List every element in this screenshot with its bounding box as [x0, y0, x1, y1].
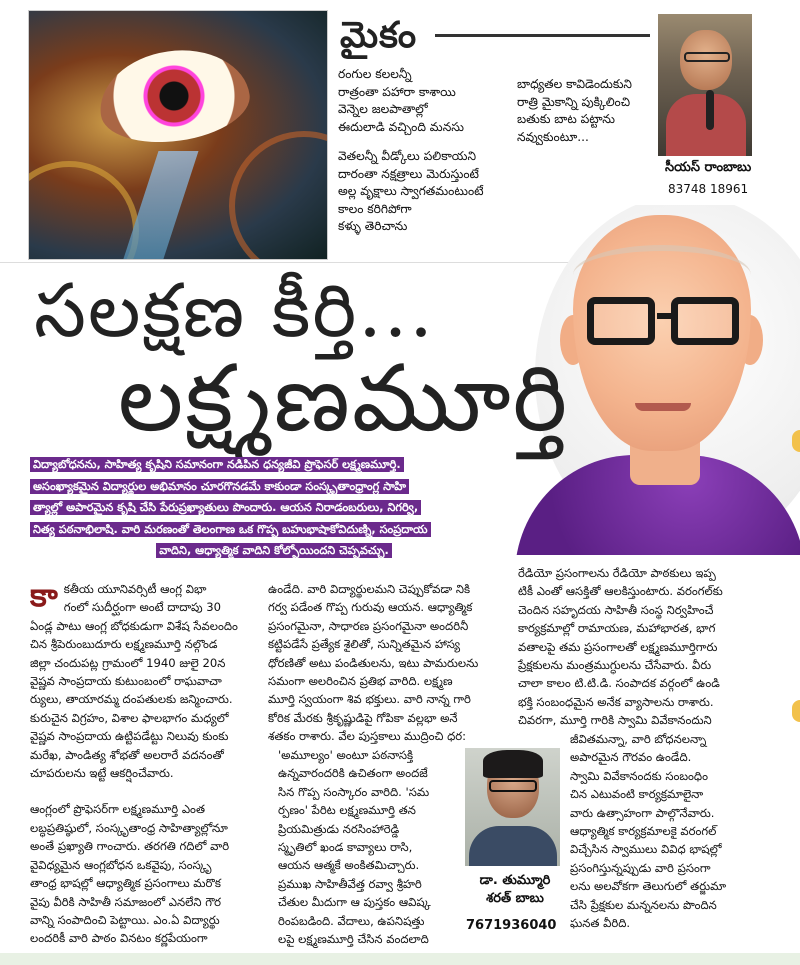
- headline-line-2: లక్ష్మణమూర్తి: [118, 345, 570, 452]
- article-line: వైవిధ్యమైన ఆంగ్లబోధన ఒకవైపు, సంస్కృ: [30, 857, 212, 872]
- article-line: గర్వ పడేంత గొప్ప గురువు ఆయన. ఆధ్యాత్మిక: [268, 600, 473, 615]
- article-line: ఆంగ్లంలో ప్రొఫెసర్‌గా లక్ష్మణమూర్తి ఎంత: [30, 802, 205, 817]
- article-line: కోరిక మేరకు శ్రీకృష్ణుడిపై గోపికా వల్లభా అనే: [268, 710, 458, 725]
- poem-line: వెన్నెల జలపాతాల్లో: [338, 102, 428, 116]
- microphone-icon: [706, 90, 714, 130]
- deck-line: త్యాల్లో అపారమైన కృషి చేసి పేరుప్రఖ్యాతులు పొందారు. ఆయన నిరాడంబరులు, నిగర్వి,: [30, 500, 421, 515]
- article-line: వైపు వీరికి సాహితీ సమాజంలో ఎనలేని గౌర: [30, 894, 221, 909]
- article-column-2: [268, 580, 508, 746]
- article-line: అంతే ప్రఖ్యాతి గాంచారు. తరగతి గదిలో వారి: [30, 839, 230, 854]
- deck-line: అసంఖ్యాకమైన విద్యార్థుల అభిమానం చూరగొనడమే కాకుండా సంస్కృతాంధ్రాంగ్ల సాహి: [30, 479, 409, 494]
- article-line: వతాలపై తమ ప్రసంగాలతో లక్ష్మణమూర్తిగారు: [518, 639, 718, 654]
- article-line: గంలో సుదీర్ఘంగా అంటే దాదాపు 30: [63, 600, 222, 615]
- article-column-2-narrow: [278, 746, 458, 948]
- poem-line: వెతలన్నీ వీడ్కోలు పలికాయని: [338, 149, 477, 163]
- poet-photo: [658, 14, 752, 156]
- poem-line: దారంతా నక్షత్రాలు మెరుస్తుంటే: [338, 166, 479, 181]
- article-line: ఆయన ఆత్మకే అంకితమిచ్చారు.: [278, 858, 420, 873]
- article-line: మరేఖ, పాండిత్య శోభతో అలరారే వదనంతో: [30, 747, 224, 762]
- article-line: ప్రియమిత్రుడు నరసింహారెడ్డి: [278, 821, 400, 836]
- poet-name: సీయస్ రాంబాబు: [665, 160, 752, 175]
- article-line: లపై లక్ష్మణమూర్తి చేసిన వందలాది: [278, 932, 429, 947]
- article-line: కట్టిపడేసే ప్రత్యేక శైలితో, సున్నితమైన హాస్య: [268, 637, 461, 652]
- article-line: ఘనత వీరిది.: [570, 916, 631, 931]
- deck-line: వాదిని, ఆధ్యాత్మిక వాదిని కోల్పోయిందని చెప్పవచ్చు.: [156, 543, 392, 558]
- poem-line: కాలం కరిగిపోగా: [338, 201, 412, 216]
- poem-line: ఈదులాడి వచ్చింది మనసు: [338, 119, 465, 134]
- article-line: 'అమూల్యం' అంటూ పఠనాసక్తి: [278, 748, 414, 762]
- eye-illustration: [93, 41, 254, 151]
- author-name: డా. తుమ్మూరి శరత్ బాబు: [479, 873, 551, 906]
- article-line: వారు ఉత్సాహంగా పాల్గొనేవారు.: [570, 805, 715, 820]
- article-line: శతకం రాశారు. వేల పుస్తకాలు ముద్రించి ధర:: [268, 729, 467, 744]
- headline-line-1: సలక్షణ కీర్తి...: [34, 268, 435, 354]
- poem-line: రంగుల కలలన్నీ: [338, 67, 412, 81]
- article-line: సిన గొప్ప సంస్కారం వారిది. 'సమ: [278, 784, 430, 799]
- article-line: ఉన్నవారందరికి ఉచితంగా అందజే: [278, 766, 428, 781]
- article-line: సమంగా అలరించిన ప్రతిభ వారిది. లక్ష్మణ: [268, 674, 453, 689]
- article-line: ఉండేది. వారి విద్యార్థులమని చెప్పుకోవడా నికి: [268, 582, 471, 596]
- article-line: టికీ ఎంతో ఆసక్తితో ఆలకిస్తుంటారు. వరంగల్‌కు: [518, 584, 723, 599]
- article-line: భక్తి సంబంధమైన అనేక వ్యాసాలను రాశారు.: [518, 694, 714, 709]
- article-line: చెందిన సహృదయ సాహితీ సంస్థ నిర్వహించే: [518, 602, 714, 617]
- article-line: ర్పణం' పేరిట లక్ష్మణమూర్తి తన: [278, 803, 416, 818]
- poem-line: కళ్ళు తెరిచాను: [338, 219, 408, 233]
- article-line: విచ్చేసిన స్వాములు వివిధ భాషల్లో: [570, 842, 722, 857]
- article-line: రింపబడింది. వేదాలు, ఉపనిషత్తు: [278, 913, 425, 928]
- article-line: జీవితమన్నా, వారి బోధనలన్నా: [570, 732, 707, 746]
- poem-line: నవ్వుకుంటూ...: [517, 129, 589, 144]
- poem-line: రాత్రంతా పహారా కాశాయి: [338, 84, 456, 99]
- article-deck: [30, 454, 518, 562]
- article-line: లబ్ధప్రతిష్ఠులో, సంస్కృతాంధ్ర సాహిత్యాల్లోనూ: [30, 820, 228, 835]
- article-line: చాలా కాలం టి.టి.డి. సంపాదక వర్గంలో ఉండి: [518, 676, 720, 691]
- deck-line: విద్యాబోధనను, సాహిత్య కృషిని సమానంగా నడిపిన ధన్యజీవి ప్రొఫెసర్ లక్ష్మణమూర్తి.: [30, 457, 404, 472]
- drop-cap: కా: [30, 576, 58, 614]
- article-line: ప్రసంగిస్తున్నప్పుడు వారి ప్రసంగా: [570, 860, 711, 875]
- article-line: ప్రముఖ సాహితీవేత్త రవ్వా శ్రీహరి: [278, 876, 422, 891]
- deck-line: నిత్య పఠనాభిలాషి. వారి మరణంతో తెలంగాణ ఒక గొప్ప బహుభాషాకోవిదుణ్ని, సంప్రదాయ: [30, 522, 431, 537]
- article-line: అపారమైన గౌరవం ఉండేది.: [570, 750, 692, 765]
- article-line: చేతుల మీదుగా ఆ పుస్తకం ఆవిష్క: [278, 895, 431, 910]
- article-line: రేడియో ప్రసంగాలను రేడియో పాఠకులు ఇప్ప: [518, 566, 716, 580]
- article-line: ఏండ్ల పాటు ఆంగ్ల బోధకుడుగా విశేష సేవలందిం: [30, 618, 238, 633]
- article-line: లందరికీ వారి పాఠం వినటం కర్ణపేయంగా: [30, 931, 208, 946]
- poem-line: రాత్రి మైకాన్ని పుక్కిలించి: [517, 94, 631, 109]
- article-line: స్వామి వివేకానందకు సంబంధిం: [570, 768, 708, 783]
- poet-phone: 83748 18961: [668, 182, 749, 196]
- poem-column-2: [517, 76, 632, 146]
- article-line: స్మృతిలో ఖండ కావ్యాలు రాసి,: [278, 840, 413, 855]
- article-column-3: [518, 564, 788, 730]
- page-bottom-bar: [0, 953, 800, 965]
- author-photo: [465, 748, 560, 866]
- article-line: ర్యులు, తాయారమ్మ దంపతులకు జన్మించారు.: [30, 692, 233, 707]
- article-line: చిన శ్రీపెరుంబుదూరు లక్ష్మణమూర్తి నల్గొండ: [30, 637, 218, 652]
- poem-column-1: [338, 66, 484, 236]
- poem-title: మైకం: [340, 14, 418, 56]
- poem-line: అల్ల వృక్షాలు స్వాగతమంటుంటే: [338, 184, 484, 198]
- article-line: ఆధ్యాత్మిక కార్యక్రమాలకై వరంగల్: [570, 824, 717, 839]
- article-line: చిన ఎటువంటి కార్యక్రమాలైనా: [570, 787, 704, 802]
- article-line: చివరగా, మూర్తి గారికి స్వామి వివేకానందుని: [518, 713, 712, 728]
- article-column-3-narrow: [570, 730, 780, 932]
- article-column-1: [30, 576, 258, 948]
- author-phone: 7671936040: [466, 918, 557, 933]
- article-line: కార్యక్రమాల్లో రామాయణ, మహాభారత, భాగ: [518, 621, 716, 636]
- page-edge-marker: [792, 430, 800, 452]
- article-line: వాన్ని సంపాదించి పెట్టాయి. ఎం.ఏ విద్యార్థు: [30, 912, 220, 927]
- article-line: చూపరులను ఇట్టే ఆకర్షించేవారు.: [30, 766, 174, 781]
- article-line: లను అలవోకగా తెలుగులో తర్జుమా: [570, 879, 727, 894]
- poem-line: బాధ్యతల కావిడెందుకుని: [517, 77, 632, 91]
- article-line: ధోరణితో అటు పండితులను, ఇటు పామరులను: [268, 655, 479, 670]
- article-line: వైష్ణవ సాంప్రదాయ ఉట్టిపడేట్టు నిలువు కుంకు: [30, 729, 229, 744]
- article-line: కతీయ యూనివర్సిటీ ఆంగ్ల విభా: [63, 582, 207, 596]
- page-edge-marker: [792, 700, 800, 722]
- article-line: చేసి ప్రేక్షకుల మన్ననలను పొందిన: [570, 897, 717, 912]
- article-line: ప్రసంగమైనా, సాధారణ ప్రసంగమైనా అందరినీ: [268, 618, 469, 633]
- poem-title-rule: [435, 34, 650, 37]
- article-line: ప్రేక్షకులను మంత్రముగ్ధులను చేసేవారు. వీరు: [518, 658, 712, 673]
- article-line: మూర్తి స్వయంగా శివ భక్తులు. వారి నాన్న గారి: [268, 692, 471, 707]
- article-line: జిల్లా చందుపట్ల గ్రామంలో 1940 జులై 20న: [30, 655, 226, 670]
- article-line: తాంధ్ర భాషల్లో ఆధ్యాత్మిక ప్రసంగాలు మరొక: [30, 876, 221, 891]
- article-line: కురుచైన విగ్రహం, విశాల ఫాలభాగం మధ్యలో: [30, 710, 229, 725]
- poem-line: బతుకు బాట పట్టాను: [517, 112, 616, 126]
- poem-artwork: [28, 10, 328, 260]
- article-line: వైష్ణవ సాంప్రదాయ కుటుంబంలో రాఘవాచా: [30, 674, 222, 689]
